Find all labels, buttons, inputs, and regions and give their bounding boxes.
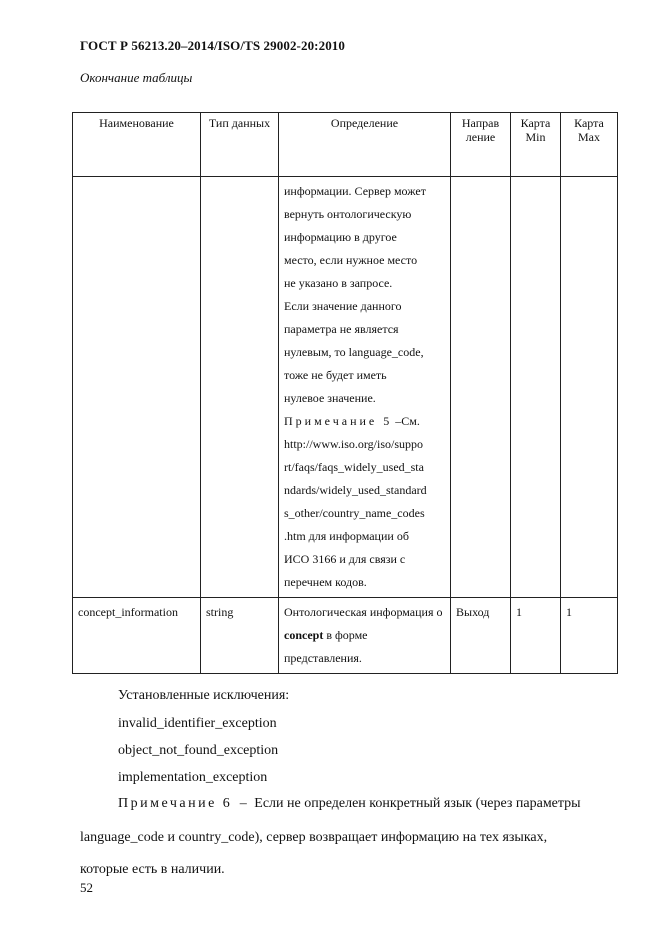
note-6-text-1: Если не определен конкретный язык (через параметры <box>254 796 581 811</box>
definition-line: информацию в другое <box>284 230 397 244</box>
cell-direction: Выход <box>451 598 511 674</box>
note-6-label: Примечание 6 <box>118 796 233 811</box>
definition-bold: concept <box>284 628 324 642</box>
cell-name: concept_information <box>73 598 201 674</box>
definition-line: параметра не является <box>284 322 399 336</box>
exception-item: implementation_exception <box>118 770 268 785</box>
column-header-direction: Направ ление <box>451 113 511 177</box>
note-6-line-1 <box>118 796 581 812</box>
definition-post: в форме представления. <box>284 628 368 665</box>
table-caption: Окончание таблицы <box>80 70 193 85</box>
note-5-label: Примечание 5 <box>284 414 393 428</box>
exceptions-heading: Установленные исключения: <box>118 688 290 703</box>
column-header-card-max: Карта Max <box>561 113 618 177</box>
note-line: перечнем кодов. <box>284 575 367 589</box>
column-header-name: Наименование <box>73 113 201 177</box>
note-5-dash: –См. <box>395 414 420 428</box>
page-number: 52 <box>80 880 93 895</box>
definition-line: не указано в запросе. <box>284 276 393 290</box>
definition-line: нулевым, то language_code, <box>284 345 424 359</box>
cell-card-max-empty <box>561 177 618 598</box>
note-line: ndards/widely_used_standard <box>284 483 427 497</box>
definition-line: нулевое значение. <box>284 391 376 405</box>
note-5 <box>284 410 445 433</box>
column-header-definition: Определение <box>279 113 451 177</box>
table-row <box>73 177 618 598</box>
definition-line: Если значение данного <box>284 299 402 313</box>
cell-card-max: 1 <box>561 598 618 674</box>
table-row <box>73 598 618 674</box>
definition-line: вернуть онтологическую <box>284 207 412 221</box>
table-header-row <box>73 113 618 177</box>
note-line: .htm для информации об <box>284 529 409 543</box>
definition-line: место, если нужное место <box>284 253 418 267</box>
cell-card-min-empty <box>511 177 561 598</box>
note-line: s_other/country_name_codes <box>284 506 425 520</box>
cell-type-empty <box>201 177 279 598</box>
cell-card-min: 1 <box>511 598 561 674</box>
cell-name-empty <box>73 177 201 598</box>
cell-direction-empty <box>451 177 511 598</box>
exception-item: object_not_found_exception <box>118 743 279 758</box>
definition-line: тоже не будет иметь <box>284 368 387 382</box>
note-6-dash: – <box>239 796 247 811</box>
note-6-line-2: language_code и country_code), сервер возвращает информацию на тех языках, <box>80 830 548 845</box>
column-header-card-min: Карта Min <box>511 113 561 177</box>
note-6-line-3: которые есть в наличии. <box>80 862 225 877</box>
cell-type: string <box>201 598 279 674</box>
column-header-type: Тип данных <box>201 113 279 177</box>
cell-definition-continued <box>279 177 451 598</box>
note-line: http://www.iso.org/iso/suppo <box>284 437 424 451</box>
definition-pre: Онтологическая информация о <box>284 605 443 619</box>
note-line: ИСО 3166 и для связи с <box>284 552 406 566</box>
parameter-table <box>72 112 618 674</box>
cell-definition <box>279 598 451 674</box>
definition-line: информации. Сервер может <box>284 184 426 198</box>
exception-item: invalid_identifier_exception <box>118 716 277 731</box>
document-header: ГОСТ Р 56213.20–2014/ISO/TS 29002-20:2010 <box>80 38 346 53</box>
note-line: rt/faqs/faqs_widely_used_sta <box>284 460 424 474</box>
